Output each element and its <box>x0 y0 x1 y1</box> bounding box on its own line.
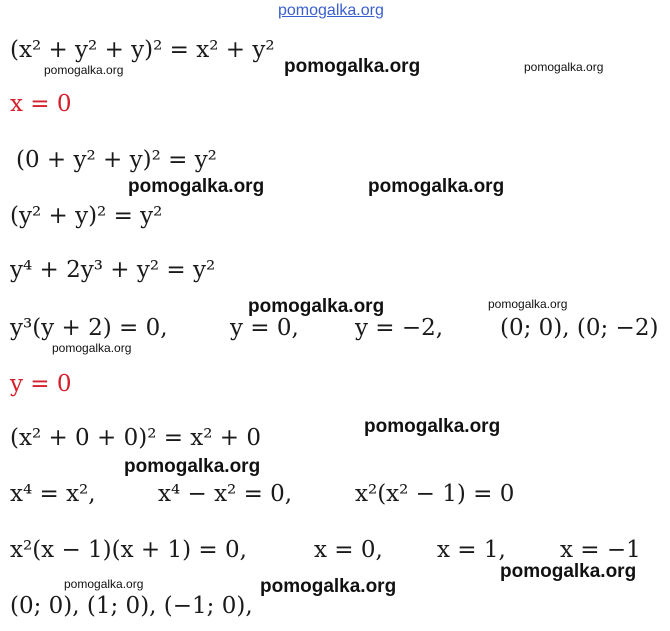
watermark: pomogalka.org <box>44 63 124 77</box>
watermark: pomogalka.org <box>128 176 265 197</box>
root-y-zero: y = 0, <box>230 315 299 341</box>
equation-x-difference: x⁴ − x² = 0, <box>158 481 293 507</box>
root-y-minus-two: y = −2, <box>355 315 444 341</box>
watermark: pomogalka.org <box>52 341 132 355</box>
watermark: pomogalka.org <box>524 60 604 74</box>
watermark: pomogalka.org <box>364 416 501 437</box>
equation-substituted-y: (x² + 0 + 0)² = x² + 0 <box>10 425 262 451</box>
watermark: pomogalka.org <box>248 296 385 317</box>
watermark: pomogalka.org <box>260 576 397 597</box>
equation-x-fully-factored: x²(x − 1)(x + 1) = 0, <box>10 537 247 563</box>
equation-x-power: x⁴ = x², <box>10 481 96 507</box>
watermark: pomogalka.org <box>64 577 144 591</box>
case-y-zero-heading: y = 0 <box>10 371 72 397</box>
watermark: pomogalka.org <box>124 456 261 477</box>
solutions-case-two: (0; 0), (1; 0), (−1; 0), <box>10 593 253 619</box>
watermark: pomogalka.org <box>500 561 637 582</box>
root-x-minus-one: x = −1 <box>560 537 641 563</box>
watermark: pomogalka.org <box>284 56 421 77</box>
watermark: pomogalka.org <box>488 297 568 311</box>
equation-x-factored: x²(x² − 1) = 0 <box>355 481 515 507</box>
site-link[interactable]: pomogalka.org <box>278 2 384 19</box>
case-x-zero-heading: x = 0 <box>10 91 72 117</box>
equation-expanded-y: y⁴ + 2y³ + y² = y² <box>10 257 216 283</box>
equation-factored-y: y³(y + 2) = 0, <box>10 315 168 341</box>
equation-simplified-y: (y² + y)² = y² <box>10 203 163 229</box>
equation-original: (x² + y² + y)² = x² + y² <box>10 37 275 63</box>
root-x-one: x = 1, <box>437 537 506 563</box>
equation-substituted-x: (0 + y² + y)² = y² <box>16 147 217 173</box>
root-x-zero: x = 0, <box>314 537 383 563</box>
watermark: pomogalka.org <box>368 176 505 197</box>
solutions-case-one: (0; 0), (0; −2) <box>500 315 659 341</box>
